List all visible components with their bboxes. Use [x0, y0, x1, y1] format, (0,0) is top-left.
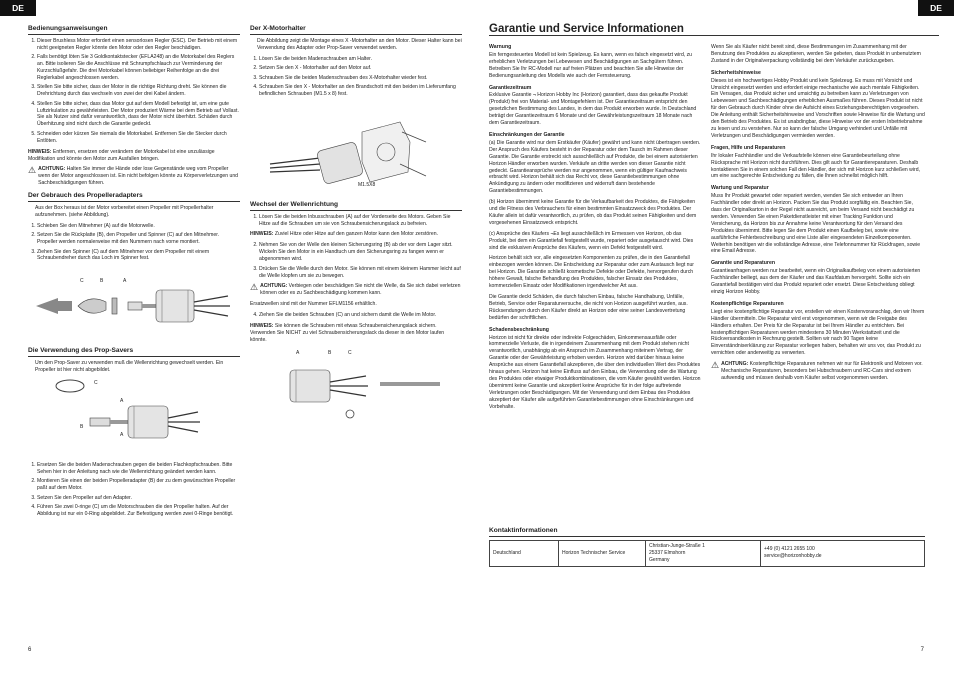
warning: [711, 361, 925, 382]
shaft-shape: [110, 420, 128, 424]
section-heading: Die Verwendung des Prop-Savers: [28, 348, 240, 357]
warning-label: ACHTUNG:: [260, 283, 288, 290]
figure-label: M1.5X8: [358, 181, 376, 188]
subheading: Kostenpflichtige Reparaturen: [711, 300, 784, 307]
instruction-list: [28, 38, 240, 145]
arrow-shaft: [58, 301, 72, 311]
figure-label: A: [123, 278, 127, 285]
list-item: 2. Setzen Sie den X - Motorhalter auf den Motor auf.: [259, 65, 462, 72]
figure-label: A: [120, 432, 124, 439]
motor-wires: [194, 296, 230, 316]
warning-label: ACHTUNG:: [721, 361, 749, 368]
address-line: 25337 Elmshorn: [649, 549, 686, 556]
list-item: 2. Setzen Sie die Rückplatte (B), den Propeller und Spinner (C) auf den Mitnehmer. Propeller werden normalerweise mit den Nummern nach vorne montiert.: [37, 232, 240, 246]
notice-label: HINWEIS:: [250, 231, 274, 238]
intro-text: Aus der Box heraus ist der Motor vorbereitet einen Propeller mit Propellerhalter aufzunehmen. (siehe Abbildung).: [35, 205, 214, 218]
notice-label: HINWEIS:: [28, 148, 52, 155]
email-address: service@horizonhobby.de: [764, 553, 822, 560]
figure-label: C: [80, 278, 84, 285]
language-tab-right: DE: [918, 0, 954, 16]
list-item: 3. Setzen Sie den Propeller auf den Adapter.: [37, 495, 240, 502]
prop-saver-figure: [28, 378, 240, 456]
x-mount-figure: [250, 102, 462, 194]
paragraph: Ihr lokaler Fachhändler und die Verkaufstelle können eine Garantiebeurteilung ohne Rücksprache mit Horizon nicht durchführen. Dies gilt auch für Garantiereparaturen. Deshalb kontaktieren Sie in einem solchen Fall den Händler, der sich mit Horizon kurz schließen wird, um eine sachgerechte Entscheidung zu fällen, die Ihnen schnellst möglich hilft.: [711, 152, 920, 180]
motor-wires: [270, 158, 320, 172]
backplate-shape: [112, 298, 117, 314]
address-line: Christian-Junge-Straße 1: [649, 542, 705, 549]
paragraph: (a) Die Garantie wird nur dem Erstkäufer (Käufer) gewährt und kann nicht übertragen werden. Der Anspruch des Käufers besteht in der Reparatur oder dem Tausch im Rahmen dieser Garantie. Die Garantie erstreckt sich ausschließlich auf Produkte, die bei einem autorisierten Horizon Händler erworben wurden. Verkäufe an dritte werden von dieser Garantie nicht gedeckt. Garantieansprüche werden nur angenommen, wenn ein gültiger Kaufnachweis erbracht wird. Horizon behält sich das Recht vor, diese Garantiebestimmungen ohne Ankündigung zu ändern oder modifizieren und widerruft dann bestehende Garantiebestimmungen.: [489, 139, 701, 195]
instruction-list: [28, 223, 240, 263]
instruction-list: [250, 312, 462, 319]
warning-text: Halten Sie immer die Hände oder lose Gegenstände weg vom Propeller wenn der Motor angeschlossen ist. Ein nicht befolgen könnte zu Körperverletzungen und Sachbeschädigungen führen.: [38, 166, 238, 187]
figure-label: B: [328, 349, 332, 356]
adapter-shape: [90, 418, 110, 426]
list-item: 1. Dieser Brushless Motor erfordert einen sensorlosen Regler (ESC). Der Betrieb mit einem nicht geeigneten Regler könnte den Motor oder den Regler beschädigen.: [37, 38, 240, 52]
shaft-reversal-figure: [250, 348, 462, 428]
notice-text: Entfernen, ersetzen oder verändern der Motorkabel ist eine unzulässige Modifikation und könnte den Motor zum Ausfallen bringen.: [28, 148, 215, 162]
section-heading: Der X-Motorhalter: [250, 26, 462, 35]
list-item: 5. Schneiden oder kürzen Sie niemals die Motorkabel. Entfernen Sie die Stecker durch Entlöten.: [37, 131, 240, 145]
list-item: 3. Ziehen Sie den Spinner (C) auf dem Mitnehmer vor dem Propeller mit einem Schraubendreher durch das Loch im Spinner fest.: [37, 249, 240, 263]
x-mount-shape: [362, 122, 410, 182]
list-item: 2. Montieren Sie einen der beiden Propelleradapter (B) der zu dem gewünschten Propeller paßt auf dem Motor.: [37, 478, 240, 492]
right-page: [489, 23, 939, 40]
subheading: Wartung und Reparatur: [711, 185, 769, 192]
instruction-list: [250, 56, 462, 98]
spinner-shape: [78, 299, 106, 313]
list-item: 4. Schrauben Sie den X - Motorhalter an den Brandschott mit den beiden im Lieferumfang befindlichen Schrauben (M1.5 x 8) fest.: [259, 84, 462, 98]
list-item: 1. Schieben Sie den Mitnehmer (A) auf die Motorwelle.: [37, 223, 240, 230]
list-item: 4. Führen Sie zwei 0-ringe (C) um die Motorschrauben die den Propeller halten. Auf der Abbildung ist nur ein 0-Ring abgebildet. Zur Befestigung werden zwei 0-Ringe benötigt.: [37, 504, 240, 518]
instruction-list: [250, 242, 462, 279]
prop-adapter-figure: [28, 266, 240, 338]
shaft-reversal-illustration: [250, 348, 462, 428]
notice: [250, 323, 462, 344]
subheading: Einschränkungen der Garantie: [489, 131, 565, 138]
o-ring-shape: [56, 380, 84, 392]
address-line: Germany: [649, 556, 670, 563]
paragraph: (c) Ansprüche des Käufers ¬Es liegt ausschließlich im Ermessen von Horizon, ob das Produkt, bei dem ein Garantiefall festgestellt wurde, repariert oder ausgetauscht wird. Dies sind die exklusiven Ansprüche des Käufers, wenn ein Defekt festgestellt wird.: [489, 230, 694, 251]
notice-label: HINWEIS:: [250, 323, 274, 330]
page-number: 6: [28, 647, 32, 653]
motor-wires: [168, 412, 200, 432]
instruction-list: [28, 462, 240, 518]
motor-body: [316, 141, 363, 184]
table-row: [490, 540, 925, 566]
list-item: 1. Lösen Sie die beiden Inbusschrauben (A) auf der Vorderseite des Motors. Geben Sie Hitze auf die Schrauben um sie von Schraubensicherungslack zu befreien.: [259, 214, 462, 228]
notice: [28, 149, 240, 163]
paragraph: Muss Ihr Produkt gewartet oder repariert werden, wenden Sie sich entweder an Ihren Fachhändler oder direkt an Horizon. Packen Sie das Produkt sorgfältig ein. Beachten Sie, dass der Originalkarton in der Regel nicht ausreicht, um beim Versand nicht beschädigt zu werden. Verwenden Sie einen Paketdienstleister mit einer Tracking Funktion und Versicherung, da Horizon bis zur Annahme keine Verantwortung für den Versand des Produktes übernimmt. Bitte legen Sie dem Produkt einen Kaufbeleg bei, sowie eine ausführliche Fehlerbeschreibung und eine Liste aller eingesendeten Einzelkomponenten. Weiterhin benötigen wir die vollständige Adresse, eine Telefonnummer für Rückfragen, sowie eine Email Adresse.: [711, 193, 921, 255]
subheading: Fragen, Hilfe und Reparaturen: [711, 144, 786, 151]
x-mount-illustration: [250, 102, 462, 194]
paragraph: Die Garantie deckt Schäden, die durch falschen Einbau, falsche Handhabung, Unfälle, Betrieb, Service oder Reparaturversuche, die nicht von Horizon ausgeführt wurden, aus. Rücksendungen durch den Käufer direkt an Horizon oder eine seiner Landesvertretung bedürfen der schriftlichen.: [489, 294, 688, 321]
adapter-shape: [128, 302, 142, 310]
paragraph: Garantieanfragen werden nur bearbeitet, wenn ein Originalkaufbeleg von einem autorisierten Fachhändler beiliegt, aus dem der Käufer und das Kaufdatum hervorgeht. Sollte sich ein Garantiefall bestätigen wird das Produkt repariert oder ersetzt. Diese Entscheidung obliegt einzig Horizon Hobby.: [711, 268, 921, 295]
list-item: 1. Lösen Sie die beiden Madenschrauben am Halter.: [259, 56, 462, 63]
contact-table: [489, 540, 925, 567]
contact-section: [489, 528, 925, 567]
figure-label: C: [94, 380, 98, 387]
prop-saver-illustration: [28, 378, 240, 456]
paragraph: Dieses ist ein hochwertiges Hobby Produkt und kein Spielzeug. Es muss mit Vorsicht und Umsicht eingesetzt werden und erfordert einige mechanische wie auch mentale Fähigkeiten. Ein Versagen, das Produkt sicher und umsichtig zu betreiben kann zu Verletzungen von Lebewesen und Sachbeschädigungen erheblichen Ausmaßes führen. Dieses Produkt ist nicht für den Gebrauch durch Kinder ohne die Aufsicht eines Erziehungsberechtigten vorgesehen. Die Anleitung enthält Sicherheitshinweise und Vorschriften sowie Hinweise für die Wartung und den Betrieb des Produktes. Es ist unabdingbar, diese Hinweise vor der ersten Inbetriebnahme zu lesen und zu verstehen. Nur so kann der falsche Umgang verhindert und Unfälle mit Verletzungen und Beschädigungen vermieden werden.: [711, 77, 925, 139]
retaining-ring: [346, 410, 354, 418]
contact-cell: [761, 540, 925, 566]
page-title: Garantie und Service Informationen: [489, 26, 939, 36]
list-item: 2. Nehmen Sie von der Welle den kleinen Sicherungsring (B) ab der vor dem Lager sitzt. Wickeln Sie den Motor in ein Handtuch um den Sicherungsring zu fangen wenn er abgenommen wird.: [259, 242, 462, 263]
figure-label: C: [348, 349, 352, 356]
table-cell: Horizon Technischer Service: [559, 540, 646, 566]
spare-part-text: Ersatzwellen sind mit der Nummer EFLM1156 erhältlich.: [250, 301, 377, 308]
list-item: 1. Ersetzen Sie die beiden Madenschrauben gegen die beiden Flachkopfschrauben. Bitte Sehen hier in der Anleitung nach wie die Wellenrichtung geändert werden kann.: [37, 462, 240, 476]
address-cell: [646, 540, 761, 566]
warning: [28, 166, 240, 187]
phone-number: +49 (0) 4121 2655 100: [764, 546, 815, 553]
subheading: Garantiezeitraum: [489, 84, 532, 91]
paragraph: Liegt eine kostenpflichtige Reparatur vor, erstellen wir einen Kostenvoranschlag, den wir Ihrem Händler übermitteln. Die Reparatur wird erst vorgenommen, wenn wir die Freigabe des Händlers erhalten. Der Preis für die Reparatur ist bei Ihrem Händler zu entrichten. Bei kostenpflichtigen Reparaturen werden mindestens 30 Minuten Werkstattzeit und die Rückversandkosten in Rechnung gestellt. Sollten wir nach 90 Tagen keine Einverständniserklärung zur Reparatur vorliegen haben, behalten wir uns vor, das Produkt zu vernichten oder anderweitig zu verwerten.: [711, 308, 925, 357]
figure-label: A: [120, 398, 124, 405]
list-item: 3. Stellen Sie bitte sicher, dass der Motor in die richtige Richtung dreht. Sie können die Drehrichtung durch das wechseln von zwei der drei Kabel ändern.: [37, 84, 240, 98]
warning-triangle-icon: ⚠: [250, 282, 259, 293]
paragraph: Horizon ist nicht für direkte oder indirekte Folgeschäden, Einkommensausfälle oder kommerzielle Verluste, die in irgendeinem Zusammenhang mit dem Produkt stehen nicht verantwortlich, unabhängig ab ein Anspruch im Zusammenhang miteinem Vertrag, der Garantie oder der Gewährleistung erhoben werden. Horizon wird darüber hinaus keine Ansprüche aus einem Garantiefall akzeptieren, die über den individuellen Wert des Produktes hinaus gehen. Horizon hat keine Einfluss auf den Einbau, die Verwendung oder die Wartung des Produktes oder etwaiger Produktkombinationen, die vom Käufer gewählt werden. Horizon übernimmt keine Garantie und akzeptiert keine Ansprüche für in der folge auftretende Verletzungen oder Beschädigungen. Mit der Verwendung und dem Einbau des Produktes akzeptiert der Käufer alle aufgeführten Garantiebestimmungen ohne Einschränkungen und Vorbehalte.: [489, 334, 701, 410]
list-item: 4. Stellen Sie bitte sicher, dass das Motor gut auf dem Modell befestigt ist, um eine gute Luftzirkulation zu gewährleisten. Der Motor produziert Wärme bei dem Betrieb auf Vollast. Sie als Nutzer sind dafür verantwortlich, dass der Motor nicht überhitzt. Schäden durch Überhitzung sind nicht durch die Garantie gedeckt.: [37, 101, 240, 129]
section-heading: Wechsel der Wellenrichtung: [250, 202, 462, 211]
list-item: 2. Falls benötigt löten Sie 3 Goldkontaktstecker (EFLA248) an die Motorkabel des Reglers an. Bitte isolieren Sie die Anschlüsse mit Schrumpfschlauch zur Verminderung der Kurzschlußgefahr. Die drei Motorkabel können beliebiger Reihenfolge an die drei Reglerkabel angeschlossen werden.: [37, 54, 240, 82]
paragraph: Horizon behält sich vor, alle eingesetzten Komponenten zu prüfen, die in den Garantiefall einbezogen werden können. Die Entscheidung zur Reparatur oder zum Austausch liegt nur bei Horizon. Die Garantie schließt kosmetische Defekte oder Defekte, hervorgerufen durch höhere Gewalt, falsche Behandlung des Produktes, falscher Einsatz des Produktes, kommerziellen Einsatz oder Modifikationen irgendwelcher Art aus.: [489, 255, 695, 290]
notice-text: Sie können die Schrauben mit etwas Schraubensicherungslack sichern. Verwenden Sie NICHT zu viel Schraubensicherungslack da dieser in den Motor laufen könnte.: [250, 323, 445, 343]
table-cell: Deutschland: [490, 540, 559, 566]
paragraph: Wenn Sie als Käufer nicht bereit sind, diese Bestimmungen im Zusammenhang mit der Benutzung des Produktes zu akzeptieren, werden Sie gebeten, dass Produkt in unbenutztem Zustand in der Originalverpackung vollständig bei dem Verkäufer zurückzugeben.: [711, 44, 921, 64]
warning-triangle-icon: ⚠: [28, 165, 37, 176]
figure-label: B: [80, 424, 84, 431]
intro-text: Die Abbildung zeigt die Montage eines X -Motorhalter an den Motor. Dieser Halter kann bei Verwendung des Adapter oder Prop-Saver verwendet werden.: [257, 37, 462, 51]
section-heading: Kontaktinformationen: [489, 528, 925, 537]
column-right-b: [711, 44, 925, 386]
subheading: Sicherheitshinweise: [711, 69, 761, 76]
list-item: 4. Ziehen Sie die beiden Schrauben (C) an und sichern damit die Welle im Motor.: [259, 312, 462, 319]
warning-label: ACHTUNG:: [38, 166, 66, 173]
warning-text: Kostenpflichtige Reparaturen nehmen wir nur für Elektronik und Motoren vor. Mechanische Reparaturen, besonders bei Hubschraubern und RC-Cars sind extrem aufwendig und müssen deshalb vom Käufer selbst vorgenommen werden.: [721, 361, 923, 381]
notice: [250, 231, 462, 238]
intro-text: Um den Prop-Saver zu verwenden muß die Wellenrichtung gewechselt werden. Ein Propeller ist hier nicht abgebildet.: [35, 360, 224, 374]
list-item: 3. Schrauben Sie die beiden Madenschrauben des X-Motorhalter wieder fest.: [259, 75, 462, 82]
notice-text: Zuviel Hitze oder Hitze auf den ganzen Motor kann den Motor zerstören.: [274, 231, 439, 238]
column-left: [28, 26, 240, 522]
shaft-shape: [142, 304, 156, 308]
figure-label: B: [100, 278, 104, 285]
subheading: Schadensbeschränkung: [489, 326, 549, 333]
instruction-list: [250, 214, 462, 228]
list-item: 3. Drücken Sie die Welle durch den Motor. Sie können mit einem kleinem Hammer leicht auf die Welle klopfen um sie zu bewegen.: [259, 266, 462, 280]
warning-text: Verbiegen oder beschädigen Sie nicht die Welle, da Sie sich dabei verletzen können oder es zu Sachbeschädigung kommen kann.: [260, 283, 461, 297]
paragraph: Ein ferngesteuertes Modell ist kein Spielzeug. Es kann, wenn es falsch eingesetzt wird, zu erheblichen Verletzungen bei Lebewesen und Beschädigungen an Sachgütern führen. Betreiben Sie Ihr RC-Modell nur auf freien Plätzen und beachten Sie alle Hinweise der Bedienungsanleitung des Modells wie auch der Fernsteuerung.: [489, 51, 693, 79]
direction-arrow: [36, 298, 58, 314]
prop-adapter-illustration: [28, 266, 240, 338]
warning-triangle-icon: ⚠: [711, 360, 720, 371]
shaft-shape: [380, 382, 440, 386]
figure-label: A: [296, 349, 300, 356]
section-heading: Bedienungsanweisungen: [28, 26, 240, 35]
section-heading: Der Gebrauch des Propelleradapters: [28, 193, 240, 202]
page-number: 7: [920, 647, 924, 653]
language-tab-left: DE: [0, 0, 36, 16]
warning: [250, 283, 462, 297]
paragraph: (b) Horizon übernimmt keine Garantie für die Verkaufbarkeit des Produktes, die Fähigkeiten und die Fitness des Verbrauchers für einen bestimmten Einsatzzweck des Produktes. Der Käufer allein ist dafür verantwortlich, zu prüfen, ob das Produkt seinen Fähigkeiten und dem vorgesehenen Einsatzzweck entspricht.: [489, 199, 697, 226]
subheading: Warnung: [489, 44, 512, 50]
column-right-a: [489, 44, 701, 415]
motor-wires: [330, 376, 368, 396]
column-middle: [250, 26, 462, 428]
paragraph: Exklusive Garantie ¬ Horizon Hobby Inc (Horizon) garantiert, dass das gekaufte Produkt (Produkt) frei von Material- und Montagefehlern ist. Der Garantiezeitraum entspricht den gesetzlichen Bestimmung des Landes, in dem das Produkt erworben wurde. In Deutschland beträgt der Garantiezeitraum 6 Monate und der Gewährleistungszeitraum 18 Monate nach dem Garantiezeitraum.: [489, 92, 697, 127]
subheading: Garantie und Reparaturen: [711, 260, 775, 267]
